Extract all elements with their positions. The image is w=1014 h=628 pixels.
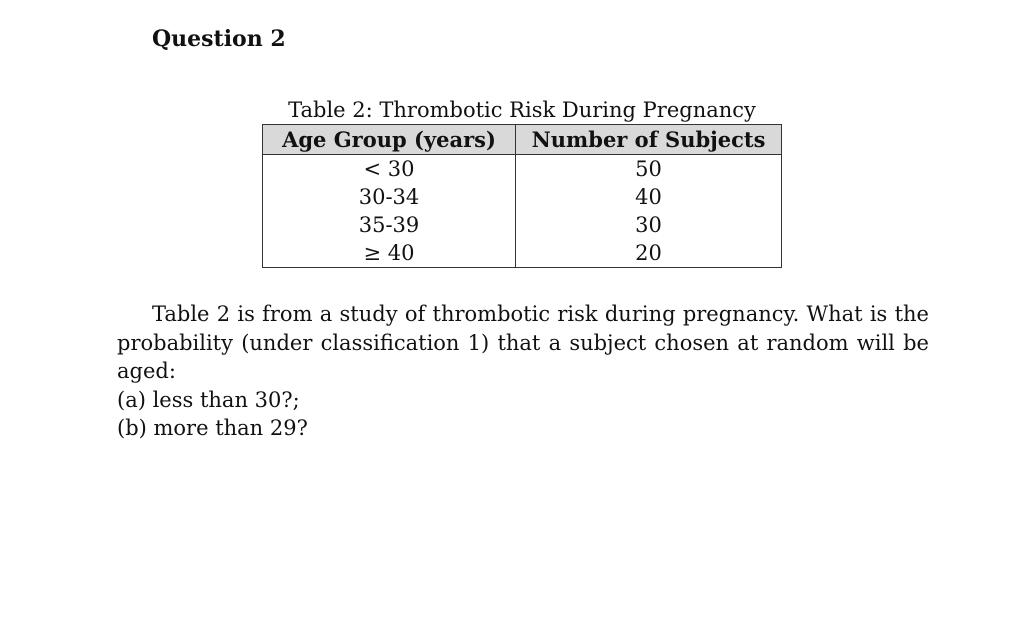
cell-number-of-subjects: 30 (516, 211, 782, 239)
table-header-row (263, 125, 782, 155)
header-age-group: Age Group (years) (263, 125, 516, 155)
question-paragraph: Table 2 is from a study of thrombotic risk during pregnancy. What is the probability (under classification 1) that a subject chosen at random will be aged: (117, 302, 929, 383)
question-title: Question 2 (152, 26, 286, 52)
question-item-a: (a) less than 30?; (117, 387, 300, 412)
cell-number-of-subjects: 50 (516, 155, 782, 184)
header-number-of-subjects: Number of Subjects (516, 125, 782, 155)
cell-number-of-subjects: 40 (516, 183, 782, 211)
question-body (117, 300, 929, 443)
question-item-b: (b) more than 29? (117, 416, 308, 440)
cell-age-group: 30-34 (263, 183, 516, 211)
table-row (263, 183, 782, 211)
table-container (262, 96, 782, 268)
cell-age-group: 35-39 (263, 211, 516, 239)
table-row (263, 211, 782, 239)
table-row (263, 155, 782, 184)
cell-age-group: < 30 (263, 155, 516, 184)
cell-number-of-subjects: 20 (516, 239, 782, 268)
cell-age-group: ≥ 40 (263, 239, 516, 268)
table-row (263, 239, 782, 268)
table-caption: Table 2: Thrombotic Risk During Pregnancy (288, 98, 756, 122)
thrombotic-risk-table (262, 124, 782, 268)
